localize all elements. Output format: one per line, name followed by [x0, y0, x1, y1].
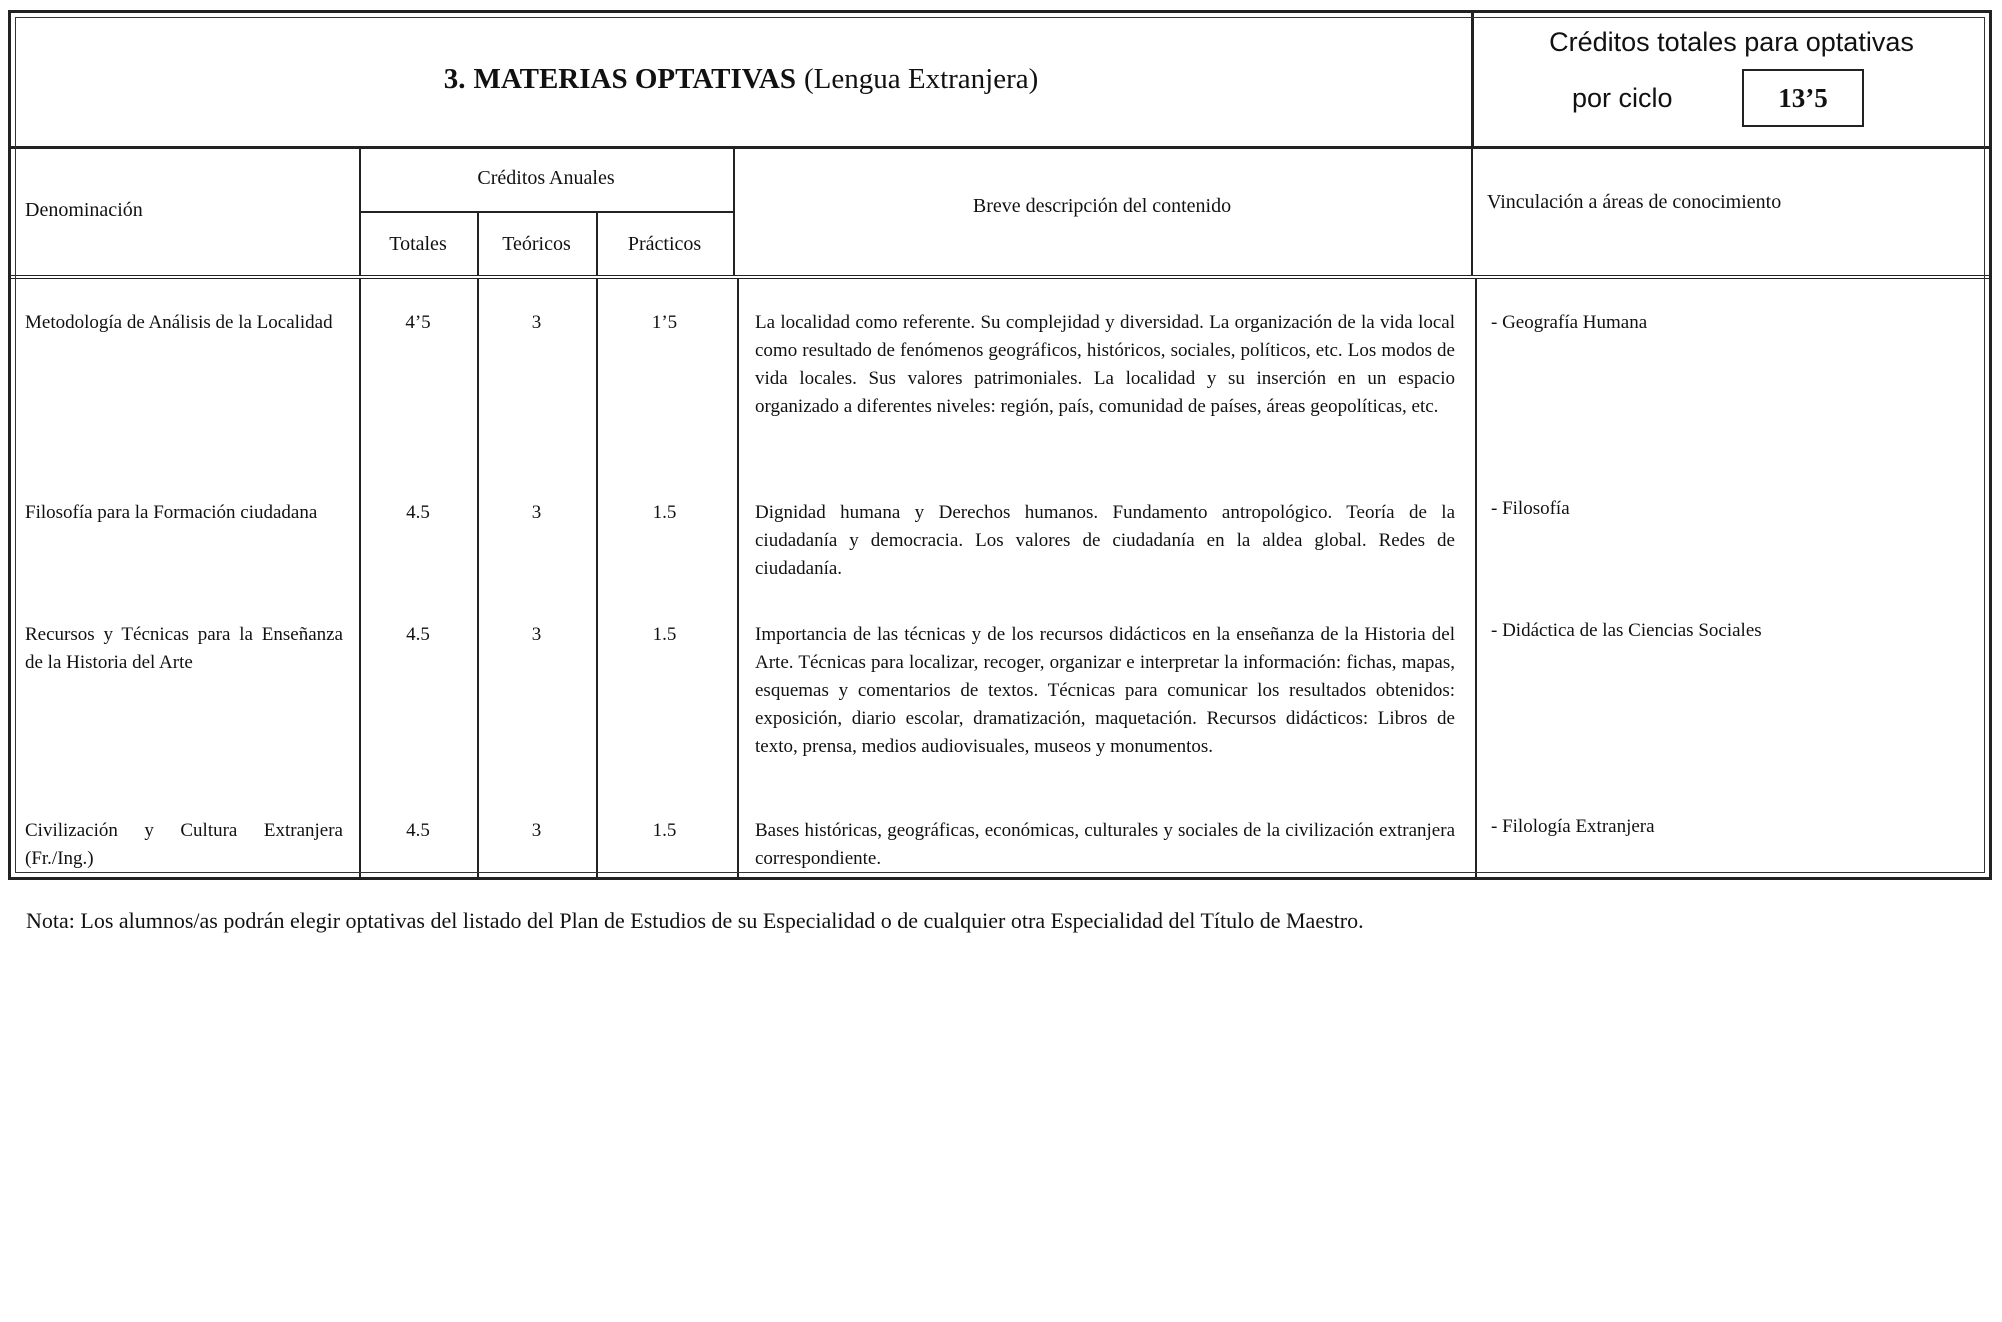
credits-label-line2: por ciclo — [1572, 83, 1673, 113]
optativas-table — [8, 10, 1992, 880]
section-number: 3. — [443, 63, 466, 95]
row-practicos: 1’5 — [651, 312, 678, 333]
credits-total-panel — [1471, 13, 1989, 146]
row-totales: 4’5 — [405, 312, 431, 333]
row-description: Dignidad humana y Derechos humanos. Fundamento antropológico. Teoría de la ciudadanía y democracia. Los valores de ciudadanía en la aldea global. Redes de ciudadanía. — [755, 502, 1455, 579]
column-divider — [737, 279, 739, 877]
row-area: - Didáctica de las Ciencias Sociales — [1491, 620, 1762, 641]
row-area: - Filosofía — [1491, 498, 1570, 519]
row-totales: 4.5 — [406, 624, 430, 645]
column-headers — [11, 149, 1989, 279]
row-area: - Geografía Humana — [1491, 312, 1648, 333]
credits-value-box: 13’5 — [1742, 69, 1864, 127]
row-name: Metodología de Análisis de la Localidad — [25, 312, 333, 333]
col-practicos: Prácticos — [627, 233, 702, 255]
row-name: Filosofía para la Formación ciudadana — [25, 502, 318, 523]
column-divider — [1475, 279, 1477, 877]
row-practicos: 1.5 — [652, 820, 677, 841]
col-totales: Totales — [389, 233, 447, 255]
row-teoricos: 3 — [531, 820, 542, 841]
row-area: - Filología Extranjera — [1491, 816, 1655, 837]
row-teoricos: 3 — [531, 624, 542, 645]
col-creditos-anuales: Créditos Anuales — [477, 167, 615, 189]
section-title-bold: MATERIAS OPTATIVAS — [473, 63, 797, 95]
column-divider — [596, 279, 598, 877]
table-header — [11, 13, 1989, 149]
credits-label-line1: Créditos totales para optativas — [1549, 27, 1914, 57]
row-totales: 4.5 — [406, 502, 430, 523]
row-practicos: 1.5 — [652, 624, 677, 645]
section-title-rest: (Lengua Extranjera) — [804, 63, 1039, 95]
table-body — [11, 279, 1989, 877]
row-description: La localidad como referente. Su complejidad y diversidad. La organización de la vida local como resultado de fenómenos geográficos, históricos, sociales, políticos, etc. Los modos de vida locales. Sus valores patrimoniales. La localidad y su inserción en un espacio organizado a diferentes niveles: región, país, comunidad de países, áreas geopolíticas, etc. — [755, 312, 1455, 417]
column-divider — [477, 279, 479, 877]
row-teoricos: 3 — [531, 502, 542, 523]
col-teoricos: Teóricos — [502, 233, 571, 255]
row-teoricos: 3 — [531, 312, 542, 333]
column-divider — [359, 279, 361, 877]
row-name: Civilización y Cultura Extranjera (Fr./Ing.) — [25, 820, 343, 869]
col-vinculacion: Vinculación a áreas de conocimiento — [1487, 191, 1782, 213]
col-denominacion: Denominación — [25, 199, 143, 221]
subheader-divider — [359, 211, 733, 213]
row-description: Bases históricas, geográficas, económicas, culturales y sociales de la civilización extranjera correspondiente. — [755, 820, 1455, 869]
row-description: Importancia de las técnicas y de los recursos didácticos en la enseñanza de la Historia del Arte. Técnicas para localizar, recoger, organizar e interpretar la información: fichas, mapas, esquemas y comentarios de textos. Técnicas para comunicar los resultados obtenidos: exposición, diario escolar, dramatización, maquetación. Recursos didácticos: Libros de texto, prensa, medios audiovisuales, museos y monumentos. — [755, 624, 1455, 757]
column-divider — [1471, 149, 1473, 275]
row-totales: 4.5 — [406, 820, 430, 841]
section-title — [11, 13, 1471, 146]
row-name: Recursos y Técnicas para la Enseñanza de la Historia del Arte — [25, 624, 343, 673]
footnote: Nota: Los alumnos/as podrán elegir optativas del listado del Plan de Estudios de su Especialidad o de cualquier otra Especialidad del Título de Maestro. — [26, 908, 1364, 933]
col-descripcion: Breve descripción del contenido — [972, 195, 1232, 217]
row-practicos: 1.5 — [652, 502, 677, 523]
